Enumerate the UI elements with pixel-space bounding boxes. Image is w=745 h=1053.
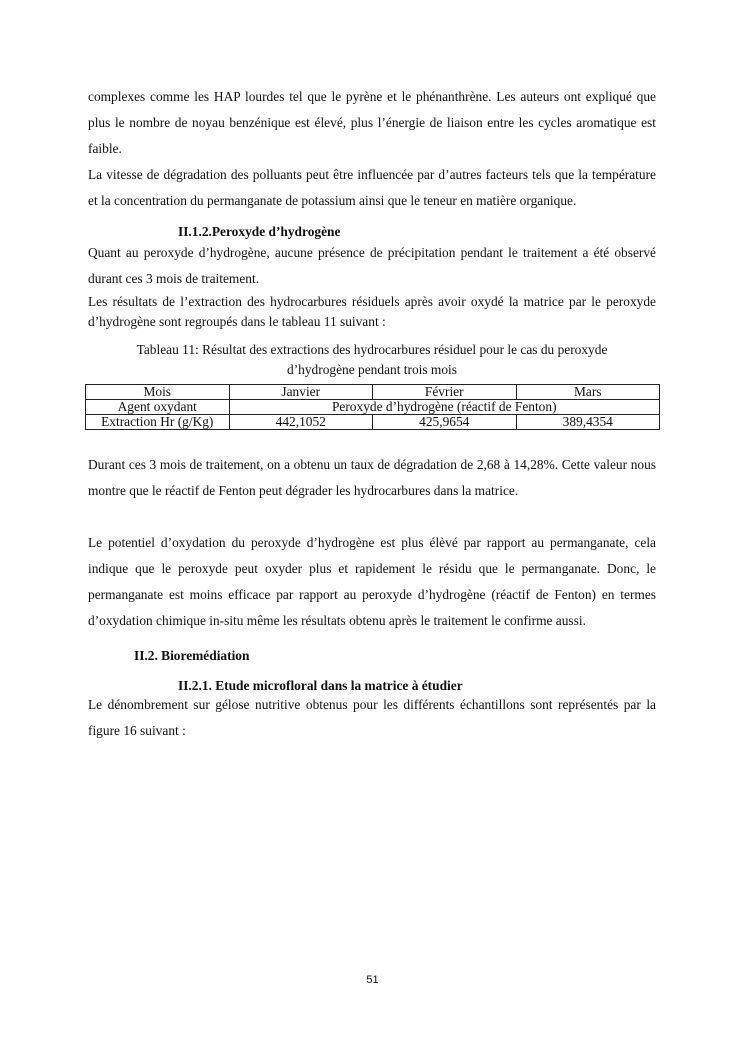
- table-row-label: Agent oxydant: [86, 400, 230, 415]
- table-cell-value: 389,4354: [516, 415, 660, 430]
- table-cell-value: 425,9654: [373, 415, 517, 430]
- table-header-cell: Janvier: [229, 385, 373, 400]
- paragraph-denombrement: Le dénombrement sur gélose nutritive obtenus pour les différents échantillons sont représentés par la figure 16 suivant :: [88, 697, 656, 738]
- table-caption: [88, 340, 656, 380]
- table-caption-line-2: d’hydrogène pendant trois mois: [287, 362, 457, 377]
- section-heading-microfloral: II.2.1. Etude microfloral dans la matrice à étudier: [178, 678, 463, 693]
- table-row-header: [86, 385, 660, 400]
- page-number: 51: [366, 974, 379, 986]
- table-row-extraction: [86, 415, 660, 430]
- table-cell-oxidant: Peroxyde d’hydrogène (réactif de Fenton): [229, 400, 660, 415]
- table-caption-line-1: Tableau 11: Résultat des extractions des hydrocarbures résiduel pour le cas du peroxyde: [136, 342, 608, 357]
- table-row-oxidant: [86, 400, 660, 415]
- table-cell-value: 442,1052: [229, 415, 373, 430]
- paragraph-vitesse-degradation: La vitesse de dégradation des polluants peut être influencée par d’autres facteurs tels que la température et la concentration du permanganate de potassium ainsi que le teneur en matière organique.: [88, 167, 656, 208]
- paragraph-oxidation-potential: Le potentiel d’oxydation du peroxyde d’hydrogène est plus élèvé par rapport au permanganate, cela indique que le peroxyde peut oxyder plus et rapidement le résidu que le permanganate. Donc, le permanganate est moins efficace par rapport au peroxyde d’hydrogène (réactif de Fenton) en termes d’oxydation chimique in-situ même les résultats obtenu après le traitement le confirme aussi.: [88, 535, 656, 628]
- paragraph-precipitation: Quant au peroxyde d’hydrogène, aucune présence de précipitation pendant le traitement a été observé durant ces 3 mois de traitement.: [88, 245, 656, 286]
- paragraph-hap: complexes comme les HAP lourdes tel que le pyrène et le phénanthrène. Les auteurs ont expliqué que plus le nombre de noyau benzénique est élevé, plus l’énergie de liaison entre les cycles aromatique est faible.: [88, 89, 656, 156]
- table-row-label: Extraction Hr (g/Kg): [86, 415, 230, 430]
- paragraph-degradation-rate: Durant ces 3 mois de traitement, on a obtenu un taux de dégradation de 2,68 à 14,28%. Cette valeur nous montre que le réactif de Fenton peut dégrader les hydrocarbures dans la matrice.: [88, 457, 656, 498]
- section-heading-peroxyde: II.1.2.Peroxyde d’hydrogène: [178, 224, 341, 239]
- results-table: [85, 384, 660, 430]
- table-header-cell: Février: [373, 385, 517, 400]
- table-header-cell: Mars: [516, 385, 660, 400]
- table-header-cell: Mois: [86, 385, 230, 400]
- document-page: [88, 84, 656, 744]
- section-heading-bioremediation: II.2. Bioremédiation: [134, 648, 250, 663]
- paragraph-extraction-results: Les résultats de l’extraction des hydrocarbures résiduels après avoir oxydé la matrice par le peroxyde d’hydrogène sont regroupés dans le tableau 11 suivant :: [88, 294, 656, 329]
